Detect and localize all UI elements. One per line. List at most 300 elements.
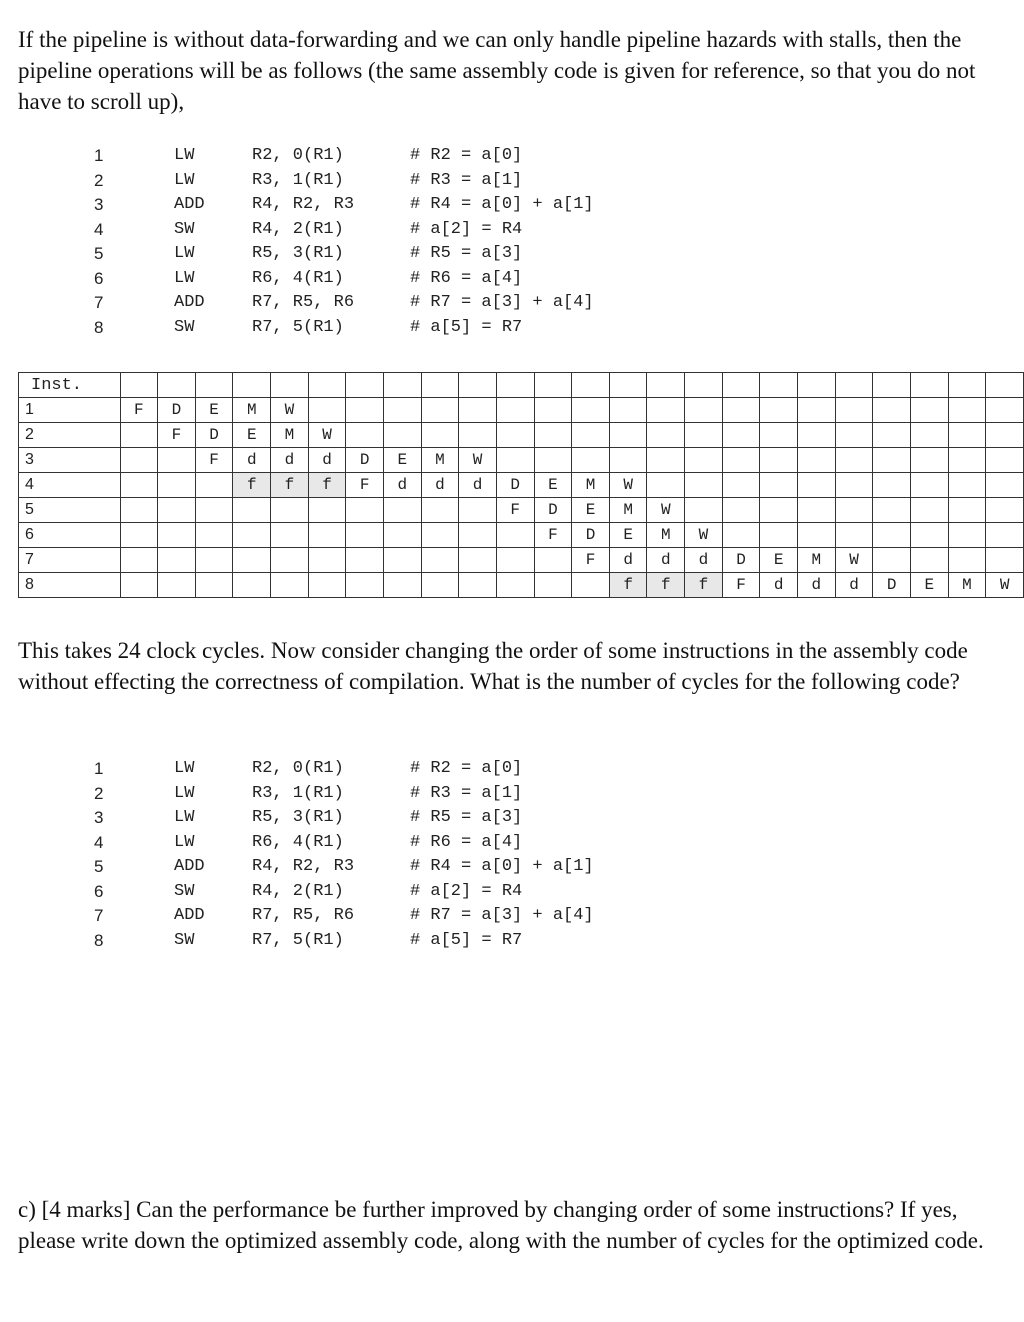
- stage-cell: F: [346, 473, 384, 498]
- stage-cell: [835, 523, 873, 548]
- code-comment: # R6 = a[4]: [410, 832, 523, 852]
- code-line: [0, 782, 700, 807]
- operands: R7, 5(R1): [252, 930, 344, 950]
- header-cell: [158, 373, 196, 398]
- line-number: 7: [94, 293, 104, 312]
- stage-cell: [685, 423, 723, 448]
- header-cell: [609, 373, 647, 398]
- stage-cell: [383, 398, 421, 423]
- stage-cell: [459, 423, 497, 448]
- stage-cell: D: [496, 473, 534, 498]
- stage-cell: [383, 498, 421, 523]
- stage-cell: [722, 398, 760, 423]
- stage-cell: f: [685, 573, 723, 598]
- stage-cell: [383, 548, 421, 573]
- stage-cell: D: [873, 573, 911, 598]
- line-number: 8: [94, 930, 104, 950]
- stage-cell: [910, 423, 948, 448]
- stage-cell: [760, 523, 798, 548]
- stage-cell: F: [195, 448, 233, 473]
- stage-cell: [760, 398, 798, 423]
- instruction-number: 2: [19, 423, 121, 448]
- header-cell: [233, 373, 271, 398]
- header-cell: [346, 373, 384, 398]
- stage-cell: [346, 548, 384, 573]
- stage-cell: D: [534, 498, 572, 523]
- stage-cell: D: [722, 548, 760, 573]
- code-comment: # R6 = a[4]: [410, 268, 523, 288]
- stage-cell: F: [534, 523, 572, 548]
- code-line: [0, 169, 700, 194]
- stage-cell: [346, 523, 384, 548]
- stage-cell: E: [609, 523, 647, 548]
- header-cell: [383, 373, 421, 398]
- stage-cell: [948, 423, 986, 448]
- stage-cell: [233, 548, 271, 573]
- stage-cell: d: [308, 448, 346, 473]
- stage-cell: [496, 398, 534, 423]
- cycles-question-paragraph: This takes 24 clock cycles. Now consider changing the order of some instructions in the assembly code without effecting the correctness of compilation. What is the number of cycles for the following code?: [18, 638, 968, 694]
- stage-cell: [271, 548, 309, 573]
- stage-cell: f: [609, 573, 647, 598]
- header-cell: [647, 373, 685, 398]
- stage-cell: F: [722, 573, 760, 598]
- opcode: SW: [174, 317, 195, 337]
- stage-cell: F: [572, 548, 610, 573]
- opcode: LW: [174, 244, 195, 263]
- code-line: [0, 242, 700, 267]
- stage-cell: [459, 398, 497, 423]
- line-number: 7: [94, 906, 104, 925]
- stage-cell: [986, 423, 1024, 448]
- stage-cell: [120, 473, 158, 498]
- stage-cell: [948, 498, 986, 523]
- stage-cell: [910, 548, 948, 573]
- table-row: [19, 523, 1024, 548]
- stage-cell: [722, 498, 760, 523]
- stage-cell: F: [120, 398, 158, 423]
- stage-cell: [120, 523, 158, 548]
- header-cell: [873, 373, 911, 398]
- stage-cell: [459, 498, 497, 523]
- opcode: LW: [174, 783, 195, 803]
- header-cell: [308, 373, 346, 398]
- stage-cell: [685, 473, 723, 498]
- stage-cell: [722, 448, 760, 473]
- stage-cell: [910, 473, 948, 498]
- stage-cell: [835, 498, 873, 523]
- stage-cell: [722, 423, 760, 448]
- header-cell: [459, 373, 497, 398]
- stage-cell: [195, 573, 233, 598]
- opcode: ADD: [174, 293, 205, 312]
- stage-cell: [383, 573, 421, 598]
- stage-cell: [271, 498, 309, 523]
- original-assembly-code: [0, 144, 700, 340]
- code-comment: # R4 = a[0] + a[1]: [410, 857, 594, 876]
- operands: R5, 3(R1): [252, 808, 344, 827]
- header-cell: [496, 373, 534, 398]
- stage-cell: [158, 523, 196, 548]
- stage-cell: d: [383, 473, 421, 498]
- code-line: [0, 144, 700, 169]
- code-comment: # R2 = a[0]: [410, 146, 523, 165]
- stage-cell: D: [346, 448, 384, 473]
- stage-cell: [383, 423, 421, 448]
- header-cell: [534, 373, 572, 398]
- operands: R7, R5, R6: [252, 906, 355, 925]
- stage-cell: [647, 423, 685, 448]
- stage-cell: [195, 473, 233, 498]
- stage-cell: [158, 448, 196, 473]
- stage-cell: [496, 523, 534, 548]
- stage-cell: M: [572, 473, 610, 498]
- stage-cell: [459, 523, 497, 548]
- opcode: ADD: [174, 906, 205, 925]
- header-cell: [685, 373, 723, 398]
- stage-cell: [459, 573, 497, 598]
- stage-cell: [534, 423, 572, 448]
- code-line: [0, 880, 700, 905]
- stage-cell: D: [195, 423, 233, 448]
- code-line: [0, 757, 700, 782]
- stage-cell: [308, 498, 346, 523]
- stage-cell: [609, 398, 647, 423]
- stage-cell: [986, 448, 1024, 473]
- operands: R7, R5, R6: [252, 293, 355, 312]
- opcode: LW: [174, 832, 195, 852]
- instruction-number: 7: [19, 548, 121, 573]
- stage-cell: M: [948, 573, 986, 598]
- stage-cell: [910, 523, 948, 548]
- header-cell: [948, 373, 986, 398]
- operands: R4, R2, R3: [252, 857, 355, 876]
- line-number: 6: [94, 268, 104, 288]
- line-number: 2: [94, 170, 104, 190]
- stage-cell: [496, 573, 534, 598]
- instruction-number: 1: [19, 398, 121, 423]
- stage-cell: [948, 398, 986, 423]
- stage-cell: [421, 573, 459, 598]
- stage-cell: [346, 573, 384, 598]
- stage-cell: [421, 498, 459, 523]
- header-cell: [760, 373, 798, 398]
- stage-cell: [346, 398, 384, 423]
- line-number: 8: [94, 317, 104, 337]
- stage-cell: [572, 448, 610, 473]
- stage-cell: [647, 473, 685, 498]
- stage-cell: [120, 498, 158, 523]
- stage-cell: [948, 548, 986, 573]
- stage-cell: [271, 523, 309, 548]
- code-comment: # a[2] = R4: [410, 219, 523, 239]
- stage-cell: M: [798, 548, 836, 573]
- instruction-number: 3: [19, 448, 121, 473]
- stage-cell: D: [158, 398, 196, 423]
- stage-cell: [835, 398, 873, 423]
- stage-cell: [798, 498, 836, 523]
- stage-cell: [798, 523, 836, 548]
- code-line: [0, 806, 700, 831]
- stage-cell: E: [195, 398, 233, 423]
- stage-cell: d: [835, 573, 873, 598]
- opcode: ADD: [174, 857, 205, 876]
- code-comment: # R2 = a[0]: [410, 759, 523, 778]
- stage-cell: M: [271, 423, 309, 448]
- line-number: 4: [94, 219, 104, 239]
- line-number: 1: [94, 759, 104, 778]
- table-row: [19, 498, 1024, 523]
- stage-cell: E: [233, 423, 271, 448]
- stage-cell: W: [835, 548, 873, 573]
- stage-cell: [158, 498, 196, 523]
- code-line: [0, 855, 700, 880]
- code-line: [0, 267, 700, 292]
- stage-cell: W: [308, 423, 346, 448]
- header-cell: [722, 373, 760, 398]
- stage-cell: d: [271, 448, 309, 473]
- stage-cell: [271, 573, 309, 598]
- stage-cell: d: [421, 473, 459, 498]
- question-c-paragraph: c) [4 marks] Can the performance be further improved by changing order of some instructions? If yes, please write down the optimized assembly code, along with the number of cycles for the optimized code.: [18, 1197, 984, 1253]
- code-line: [0, 218, 700, 243]
- stage-cell: [948, 523, 986, 548]
- stage-cell: [722, 473, 760, 498]
- table-row: [19, 448, 1024, 473]
- stage-cell: [835, 473, 873, 498]
- stage-cell: [534, 448, 572, 473]
- stage-cell: [873, 448, 911, 473]
- header-cell: [271, 373, 309, 398]
- stage-cell: [308, 398, 346, 423]
- instruction-number: 6: [19, 523, 121, 548]
- stage-cell: [421, 398, 459, 423]
- header-cell: [910, 373, 948, 398]
- stage-cell: W: [459, 448, 497, 473]
- instruction-number: 8: [19, 573, 121, 598]
- table-row: [19, 473, 1024, 498]
- stage-cell: [534, 548, 572, 573]
- stage-cell: [760, 498, 798, 523]
- stage-cell: M: [421, 448, 459, 473]
- stage-cell: [910, 448, 948, 473]
- header-cell: [835, 373, 873, 398]
- operands: R4, 2(R1): [252, 881, 344, 901]
- stage-cell: W: [685, 523, 723, 548]
- opcode: LW: [174, 268, 195, 288]
- stage-cell: [346, 498, 384, 523]
- stage-cell: [910, 398, 948, 423]
- stage-cell: [421, 423, 459, 448]
- stage-cell: [873, 473, 911, 498]
- code-line: [0, 193, 700, 218]
- stage-cell: [685, 448, 723, 473]
- stage-cell: E: [910, 573, 948, 598]
- stage-cell: [421, 523, 459, 548]
- table-row: [19, 398, 1024, 423]
- stage-cell: [873, 423, 911, 448]
- opcode: SW: [174, 930, 195, 950]
- stage-cell: d: [233, 448, 271, 473]
- stage-cell: [798, 473, 836, 498]
- stage-cell: d: [459, 473, 497, 498]
- stage-cell: f: [308, 473, 346, 498]
- stage-cell: E: [534, 473, 572, 498]
- code-line: [0, 831, 700, 856]
- stage-cell: [647, 448, 685, 473]
- stage-cell: [534, 398, 572, 423]
- stage-cell: [496, 448, 534, 473]
- stage-cell: [685, 498, 723, 523]
- stage-cell: [798, 448, 836, 473]
- stage-cell: [910, 498, 948, 523]
- operands: R5, 3(R1): [252, 244, 344, 263]
- stage-cell: [760, 448, 798, 473]
- stage-cell: E: [760, 548, 798, 573]
- header-cell: [986, 373, 1024, 398]
- stage-cell: d: [685, 548, 723, 573]
- stage-cell: [835, 448, 873, 473]
- opcode: LW: [174, 146, 195, 165]
- opcode: LW: [174, 808, 195, 827]
- stage-cell: [534, 573, 572, 598]
- stage-cell: [158, 473, 196, 498]
- stage-cell: f: [233, 473, 271, 498]
- stage-cell: [496, 423, 534, 448]
- stage-cell: [572, 423, 610, 448]
- stage-cell: [760, 423, 798, 448]
- stage-cell: [120, 448, 158, 473]
- operands: R2, 0(R1): [252, 759, 344, 778]
- code-comment: # R7 = a[3] + a[4]: [410, 293, 594, 312]
- stage-cell: M: [609, 498, 647, 523]
- line-number: 6: [94, 881, 104, 901]
- stage-cell: [685, 398, 723, 423]
- stage-cell: [158, 548, 196, 573]
- code-comment: # R7 = a[3] + a[4]: [410, 906, 594, 925]
- stage-cell: D: [572, 523, 610, 548]
- stage-cell: [572, 573, 610, 598]
- stage-cell: [308, 548, 346, 573]
- stage-cell: [873, 523, 911, 548]
- operands: R6, 4(R1): [252, 832, 344, 852]
- opcode: ADD: [174, 195, 205, 214]
- stage-cell: d: [760, 573, 798, 598]
- pipeline-table: [18, 372, 1024, 598]
- line-number: 5: [94, 857, 104, 876]
- stage-cell: [308, 573, 346, 598]
- stage-cell: M: [647, 523, 685, 548]
- stage-cell: [346, 423, 384, 448]
- instruction-number: 4: [19, 473, 121, 498]
- stage-cell: [421, 548, 459, 573]
- opcode: LW: [174, 759, 195, 778]
- stage-cell: [986, 548, 1024, 573]
- header-cell: [195, 373, 233, 398]
- stage-cell: [986, 398, 1024, 423]
- line-number: 2: [94, 783, 104, 803]
- stage-cell: [647, 398, 685, 423]
- stage-cell: d: [609, 548, 647, 573]
- stage-cell: F: [158, 423, 196, 448]
- stage-cell: [986, 523, 1024, 548]
- header-cell: [120, 373, 158, 398]
- code-comment: # a[5] = R7: [410, 930, 523, 950]
- header-cell: [572, 373, 610, 398]
- stage-cell: [120, 573, 158, 598]
- stage-cell: [948, 448, 986, 473]
- opcode: LW: [174, 170, 195, 190]
- header-cell: [798, 373, 836, 398]
- stage-cell: [383, 523, 421, 548]
- operands: R4, 2(R1): [252, 219, 344, 239]
- code-line: [0, 291, 700, 316]
- code-comment: # R3 = a[1]: [410, 170, 523, 190]
- stage-cell: [572, 398, 610, 423]
- instruction-number: 5: [19, 498, 121, 523]
- operands: R7, 5(R1): [252, 317, 344, 337]
- stage-cell: [459, 548, 497, 573]
- stage-cell: W: [647, 498, 685, 523]
- intro-paragraph: If the pipeline is without data-forwarding and we can only handle pipeline hazards with stalls, then the pipeline operations will be as follows (the same assembly code is given for reference, so that you do not have to scroll up),: [18, 27, 976, 114]
- stage-cell: f: [647, 573, 685, 598]
- operands: R3, 1(R1): [252, 170, 344, 190]
- stage-cell: [798, 423, 836, 448]
- table-row: [19, 573, 1024, 598]
- stage-cell: [233, 498, 271, 523]
- code-line: [0, 929, 700, 954]
- reordered-assembly-code: [0, 757, 700, 953]
- stage-cell: [948, 473, 986, 498]
- stage-cell: [120, 548, 158, 573]
- code-comment: # R3 = a[1]: [410, 783, 523, 803]
- stage-cell: [798, 398, 836, 423]
- code-comment: # R5 = a[3]: [410, 808, 523, 827]
- stage-cell: [986, 473, 1024, 498]
- line-number: 1: [94, 146, 104, 165]
- stage-cell: [986, 498, 1024, 523]
- stage-cell: [496, 548, 534, 573]
- operands: R3, 1(R1): [252, 783, 344, 803]
- stage-cell: [760, 473, 798, 498]
- stage-cell: W: [609, 473, 647, 498]
- stage-cell: [609, 448, 647, 473]
- line-number: 5: [94, 244, 104, 263]
- code-comment: # R4 = a[0] + a[1]: [410, 195, 594, 214]
- stage-cell: [195, 548, 233, 573]
- stage-cell: [609, 423, 647, 448]
- stage-cell: E: [383, 448, 421, 473]
- stage-cell: d: [798, 573, 836, 598]
- stage-cell: [835, 423, 873, 448]
- header-cell: [421, 373, 459, 398]
- stage-cell: [158, 573, 196, 598]
- stage-cell: M: [233, 398, 271, 423]
- stage-cell: W: [986, 573, 1024, 598]
- stage-cell: [195, 523, 233, 548]
- stage-cell: [233, 573, 271, 598]
- stage-cell: F: [496, 498, 534, 523]
- table-row: [19, 548, 1024, 573]
- stage-cell: E: [572, 498, 610, 523]
- stage-cell: [873, 398, 911, 423]
- stage-cell: [195, 498, 233, 523]
- stage-cell: [873, 498, 911, 523]
- code-comment: # R5 = a[3]: [410, 244, 523, 263]
- line-number: 3: [94, 195, 104, 214]
- table-row: [19, 423, 1024, 448]
- operands: R2, 0(R1): [252, 146, 344, 165]
